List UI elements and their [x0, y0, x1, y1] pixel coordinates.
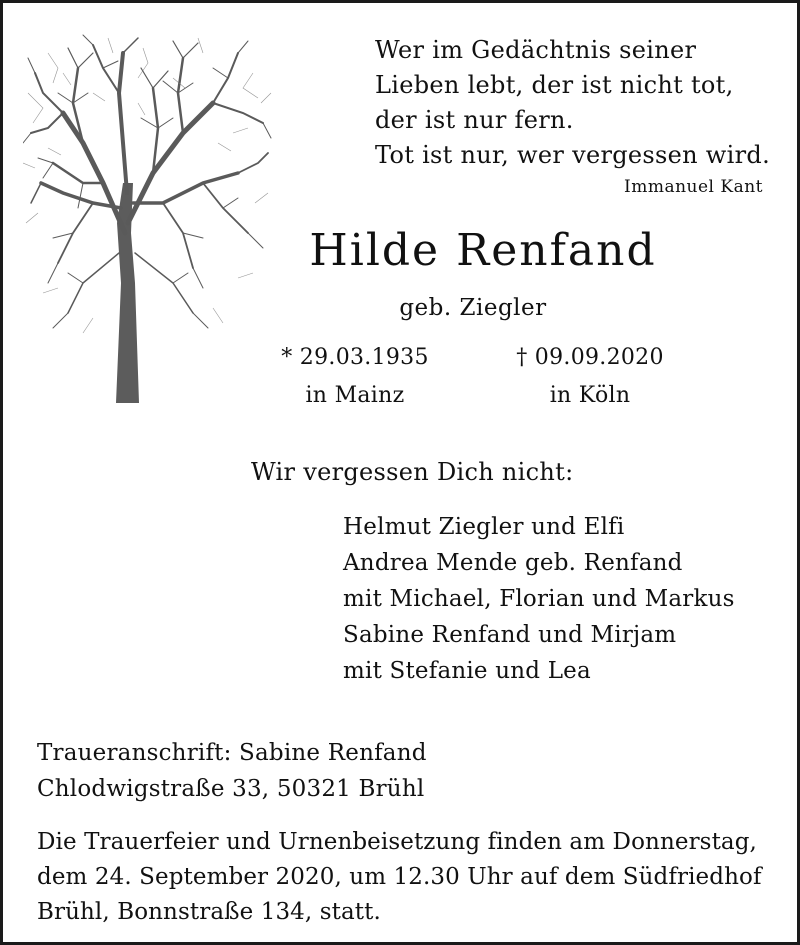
address-line-2: Chlodwigstraße 33, 50321 Brühl: [37, 776, 425, 802]
mourner-line: mit Michael, Florian und Markus: [343, 586, 735, 612]
mourners-list: [343, 509, 783, 689]
service-line: Die Trauerfeier und Urnenbeisetzung finden am Donnerstag,: [37, 829, 757, 855]
mourner-line: Helmut Ziegler und Elfi: [343, 514, 625, 540]
quote-line: Wer im Gedächtnis seiner: [375, 36, 697, 64]
mourning-address: [37, 735, 637, 807]
birth-info: [265, 339, 445, 415]
quote-line: der ist nur fern.: [375, 106, 574, 134]
death-place: in Köln: [549, 383, 631, 408]
quote-line: Lieben lebt, der ist nicht tot,: [375, 71, 734, 99]
tree-illustration: [23, 33, 273, 403]
mourners-intro: Wir vergessen Dich nicht:: [251, 458, 574, 486]
birth-date: * 29.03.1935: [281, 345, 429, 370]
quote: [375, 33, 785, 173]
service-notice: [37, 825, 777, 930]
service-line: Brühl, Bonnstraße 134, statt.: [37, 899, 381, 925]
address-line-1: Traueranschrift: Sabine Renfand: [37, 740, 427, 766]
mourner-line: mit Stefanie und Lea: [343, 658, 591, 684]
mourner-line: Andrea Mende geb. Renfand: [343, 550, 683, 576]
service-line: dem 24. September 2020, um 12.30 Uhr auf dem Südfriedhof: [37, 864, 762, 890]
quote-line: Tot ist nur, wer vergessen wird.: [375, 141, 770, 169]
deceased-name: Hilde Renfand: [309, 225, 657, 276]
maiden-name: geb. Ziegler: [399, 295, 547, 321]
death-info: [495, 339, 685, 415]
quote-author: Immanuel Kant: [623, 177, 763, 197]
birth-place: in Mainz: [305, 383, 405, 408]
death-date: † 09.09.2020: [516, 345, 664, 370]
mourner-line: Sabine Renfand und Mirjam: [343, 622, 677, 648]
